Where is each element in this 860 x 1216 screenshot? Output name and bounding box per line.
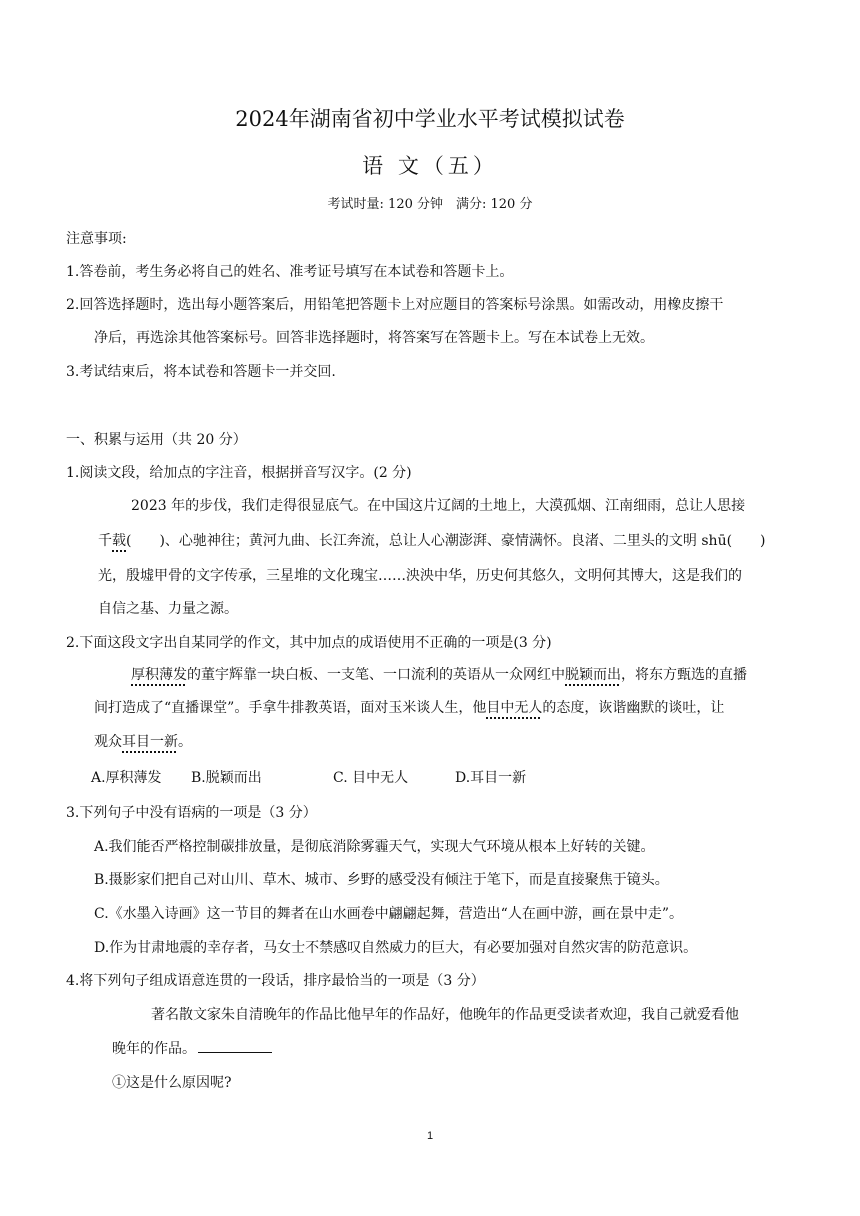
- notice-item-3: 3.考试结束后，将本试卷和答题卡一并交回.: [66, 364, 336, 380]
- section-1-heading: 一、积累与运用（共 20 分）: [66, 432, 247, 448]
- q1-passage-line-1: 2023 年的步伐，我们走得很显底气。在中国这片辽阔的土地上，大漠孤烟、江南细雨，总让人思接: [131, 498, 746, 514]
- q3-stem: 3.下列句子中没有语病的一项是（3 分）: [66, 805, 317, 821]
- q1-passage-line-3: 光，殷墟甲骨的文字传承，三星堆的文化瑰宝……泱泱中华，历史何其悠久，文明何其博大，这是我们的: [98, 568, 742, 584]
- q4-stem: 4.将下列句子组成语意连贯的一段话，排序最恰当的一项是（3 分）: [66, 973, 485, 989]
- q4-passage-line-1: 著名散文家朱自清晚年的作品比他早年的作品好，他晚年的作品更受读者欢迎，我自己就爱看他: [151, 1007, 739, 1023]
- q4-sentence-1: ①这是什么原因呢?: [112, 1075, 232, 1091]
- q3-option-a: A.我们能否严格控制碳排放量，是彻底消除雾霾天气，实现大气环境从根本上好转的关键。: [94, 839, 655, 855]
- q2-option-d: D.耳目一新: [455, 770, 527, 786]
- dotted-char: 载: [112, 533, 126, 549]
- q3-option-b: B.摄影家们把自己对山川、草木、城市、乡野的感受没有倾注于笔下，而是直接聚焦于镜头。: [94, 872, 669, 888]
- q3-option-c: C.《水墨入诗画》这一节目的舞者在山水画卷中翩翩起舞，营造出“人在画中游，画在景中走”。: [94, 906, 683, 922]
- subject-title: 语 文（五）: [362, 154, 498, 178]
- q2-passage-line-1: 厚积薄发的董宇辉靠一块白板、一支笔、一口流利的英语从一众网红中脱颖而出，将东方甄选的直播: [131, 667, 747, 683]
- q1-stem: 1.阅读文段，给加点的字注音，根据拼音写汉字。(2 分): [66, 465, 412, 481]
- dotted-idiom: 目中无人: [486, 700, 543, 716]
- exam-info: 考试时量: 120 分钟 满分: 120 分: [327, 197, 533, 212]
- dotted-idiom: 厚积薄发: [131, 667, 187, 683]
- q1-passage-line-2: 千载( )、心驰神往；黄河九曲、长江奔流，总让人心潮澎湃、豪情满怀。良渚、二里头的文明 shū( ): [98, 533, 766, 549]
- exam-title: 2024年湖南省初中学业水平考试模拟试卷: [235, 107, 625, 131]
- q2-option-a: A.厚积薄发: [91, 770, 162, 786]
- dotted-idiom: 耳目一新: [122, 734, 178, 750]
- notice-item-1: 1.答卷前，考生务必将自己的姓名、准考证号填写在本试卷和答题卡上。: [66, 264, 514, 280]
- notice-heading: 注意事项:: [66, 231, 127, 247]
- page-number: 1: [426, 1130, 434, 1142]
- notice-item-2-line-1: 2.回答选择题时，选出每小题答案后，用铅笔把答题卡上对应题目的答案标号涂黑。如需改动，用橡皮擦干: [66, 297, 724, 313]
- dotted-idiom: 脱颖而出: [565, 667, 621, 683]
- q1-passage-line-4: 自信之基、力量之源。: [98, 601, 238, 617]
- q3-option-d: D.作为甘肃地震的幸存者，马女士不禁感叹自然威力的巨大，有必要加强对自然灾害的防范意识。: [94, 940, 698, 956]
- q2-stem: 2.下面这段文字出自某同学的作文，其中加点的成语使用不正确的一项是(3 分): [66, 635, 552, 651]
- q2-passage-line-2: 间打造成了“直播课堂”。手拿牛排教英语，面对玉米谈人生，他目中无人的态度，诙谐幽默的谈吐，让: [94, 700, 725, 716]
- q4-passage-line-2: 晚年的作品。: [112, 1038, 272, 1058]
- q2-passage-line-3: 观众耳目一新。: [94, 734, 192, 750]
- notice-item-2-line-2: 净后，再选涂其他答案标号。回答非选择题时，将答案写在答题卡上。写在本试卷上无效。: [94, 330, 654, 346]
- answer-blank: [198, 1051, 272, 1053]
- q2-option-c: C. 目中无人: [333, 770, 409, 786]
- q2-option-b: B.脱颖而出: [191, 770, 262, 786]
